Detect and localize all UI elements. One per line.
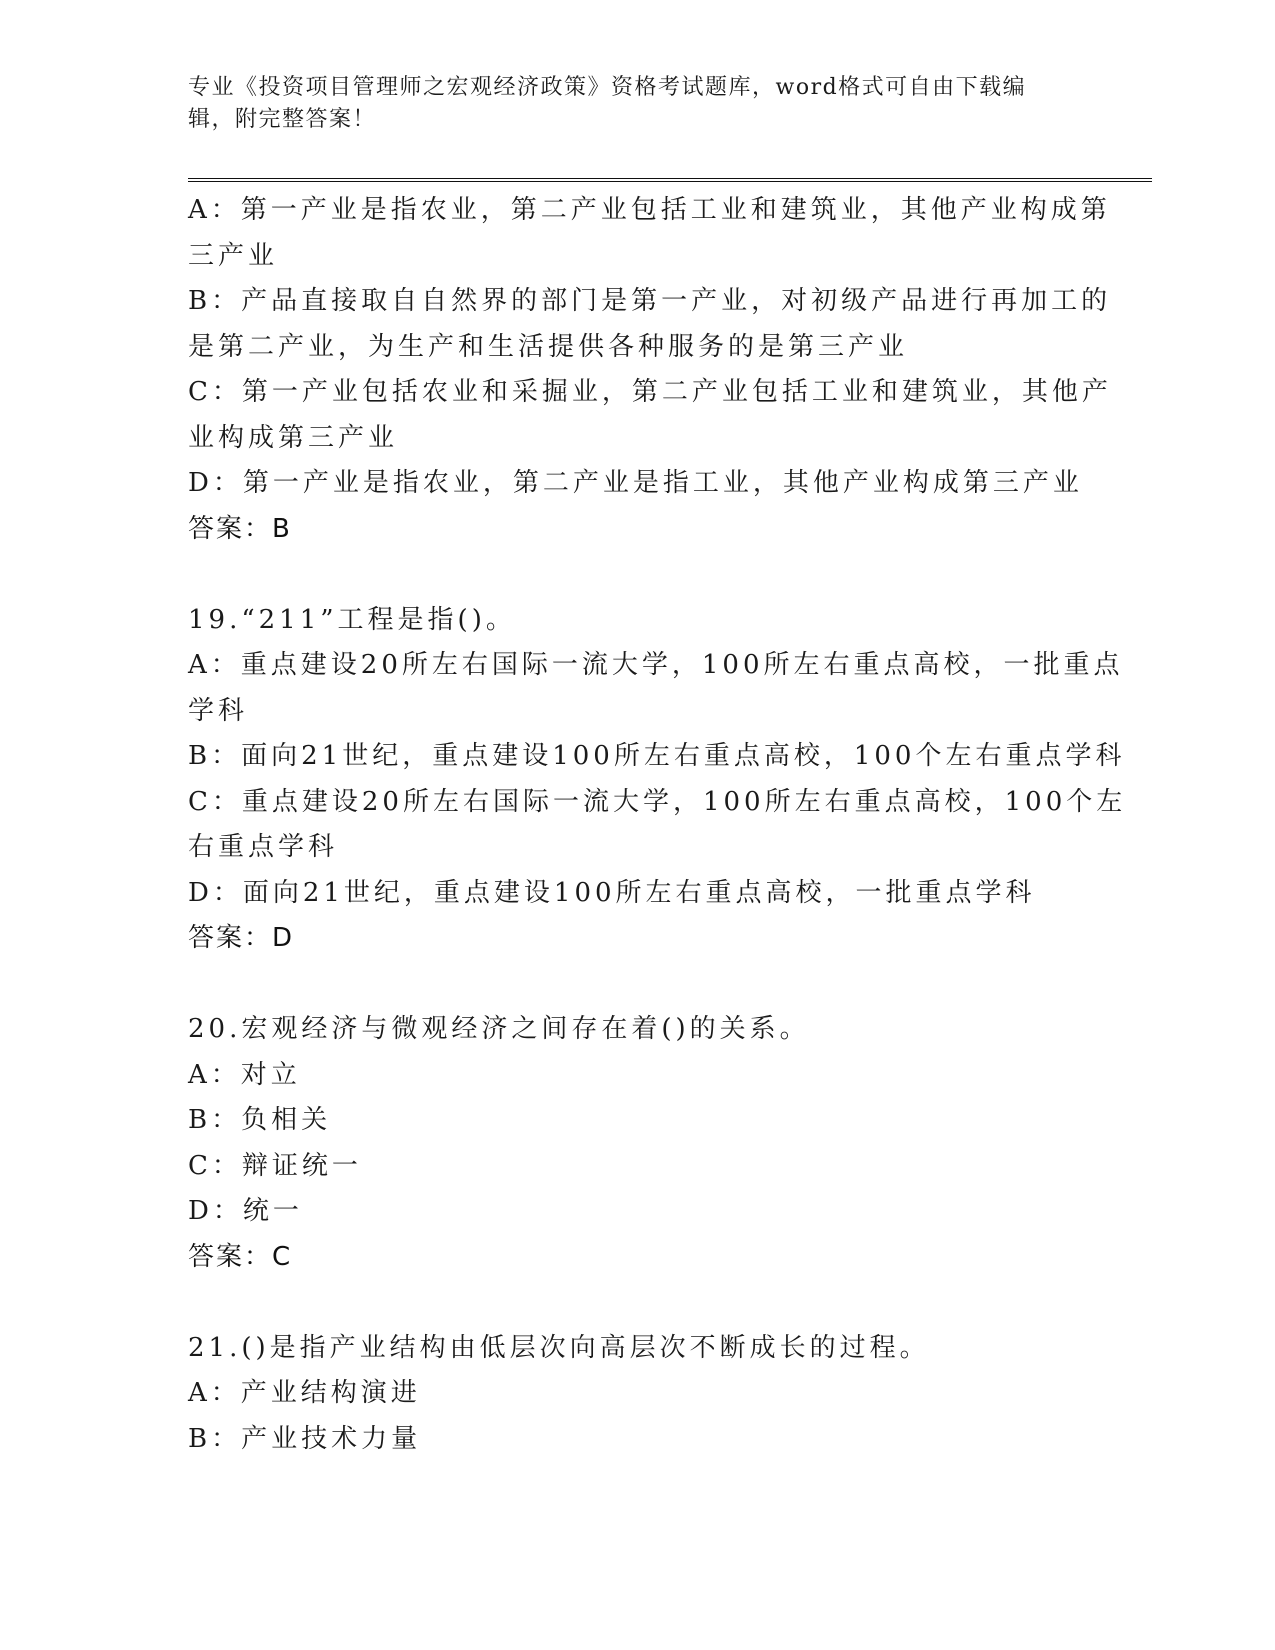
- question-18: [188, 188, 1112, 552]
- spacer: [188, 552, 1088, 598]
- spacer: [188, 1280, 1088, 1326]
- header-line-1: 专业《投资项目管理师之宏观经济政策》资格考试题库，word格式可自由下载编: [188, 75, 1027, 100]
- option-c-line-1: C：重点建设20所左右国际一流大学，100所左右重点高校，100个左: [188, 786, 1127, 817]
- option-b: B：负相关: [188, 1105, 332, 1135]
- question-stem: 19.“211”工程是指()。: [188, 604, 516, 635]
- answer-line: 答案：C: [188, 1241, 293, 1272]
- option-a-line-2: 学科: [188, 695, 249, 726]
- option-c-line-1: C：第一产业包括农业和采掘业，第二产业包括工业和建筑业，其他产: [188, 377, 1112, 407]
- option-c-line-2: 业构成第三产业: [188, 422, 399, 453]
- option-b: B：面向21世纪，重点建设100所左右重点高校，100个左右重点学科: [188, 741, 1126, 771]
- option-d: D：面向21世纪，重点建设100所左右重点高校，一批重点学科: [188, 877, 1036, 908]
- answer-line: 答案：B: [188, 513, 292, 544]
- spacer: [188, 962, 1088, 1008]
- option-a: A：产业结构演进: [188, 1378, 421, 1408]
- question-content: [188, 188, 1127, 1462]
- header-line-2: 辑，附完整答案！: [188, 107, 377, 132]
- question-stem: 21.()是指产业结构由低层次向高层次不断成长的过程。: [188, 1332, 930, 1363]
- question-stem: 20.宏观经济与微观经济之间存在着()的关系。: [188, 1014, 810, 1044]
- page-header: [188, 72, 1068, 136]
- option-a-line-2: 三产业: [188, 240, 279, 271]
- option-b-line-2: 是第二产业，为生产和生活提供各种服务的是第三产业: [188, 331, 909, 362]
- header-divider: [188, 178, 1152, 182]
- option-b: B：产业技术力量: [188, 1423, 422, 1454]
- question-21: [188, 1326, 1088, 1463]
- answer-line: 答案：D: [188, 923, 295, 953]
- option-d: D：统一: [188, 1196, 303, 1226]
- option-a: A：对立: [188, 1059, 301, 1090]
- option-d: D：第一产业是指农业，第二产业是指工业，其他产业构成第三产业: [188, 468, 1083, 498]
- question-20: [188, 1007, 1088, 1280]
- option-c-line-2: 右重点学科: [188, 832, 339, 862]
- option-a-line-1: A：重点建设20所左右国际一流大学，100所左右重点高校，一批重点: [188, 650, 1124, 680]
- option-b-line-1: B：产品直接取自自然界的部门是第一产业，对初级产品进行再加工的: [188, 286, 1112, 316]
- option-a-line-1: A：第一产业是指农业，第二产业包括工业和建筑业，其他产业构成第: [188, 195, 1111, 225]
- question-19: [188, 598, 1127, 962]
- option-c: C：辩证统一: [188, 1150, 362, 1181]
